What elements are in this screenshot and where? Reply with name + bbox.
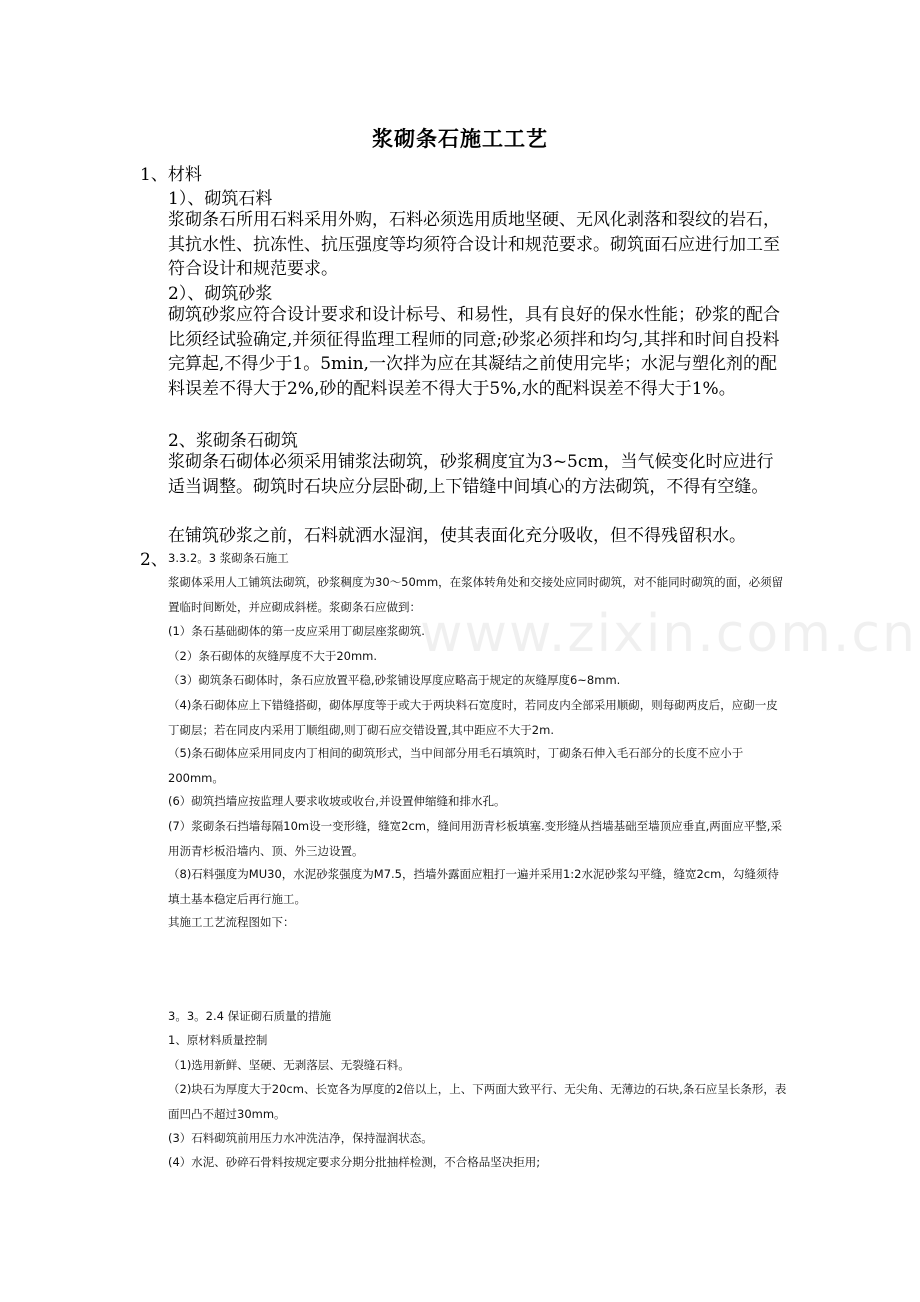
watermark: www.zixin.com.cn [420, 604, 917, 664]
paragraph-masonry: 浆砌条石砌体必须采用铺浆法砌筑，砂浆稠度宜为3~5cm，当气候变化时应进行适当调整。砌筑时石块应分层卧砌,上下错缝中间填心的方法砌筑，不得有空缝。 [168, 452, 774, 497]
list-item: (3）石料砌筑前用压力水冲洗洁净，保持湿润状态。 [168, 1131, 433, 1145]
list-item: (4）水泥、砂碎石骨料按规定要求分期分批抽样检测，不合格品坚决拒用; [168, 1155, 541, 1169]
section-1-heading: 1、材料 [140, 165, 202, 185]
section-2-number: 2、 [140, 550, 168, 570]
list-item: （3）砌筑条石砌体时，条石应放置平稳,砂浆铺设厚度应略高于规定的灰缝厚度6~8mm. [168, 673, 621, 687]
subsection-stone-heading: 1）、砌筑石料 [168, 189, 273, 209]
section-3-heading: 3。3。2.4 保证砌石质量的措施 [168, 1009, 332, 1023]
subsection-material-control: 1、原材料质量控制 [168, 1033, 268, 1047]
paragraph-stone: 浆砌条石所用石料采用外购，石料必须选用质地坚硬、无风化剥落和裂纹的岩石，其抗水性、抗冻性、抗压强度等均须符合设计和规范要求。砌筑面石应进行加工至符合设计和规范要求。 [168, 210, 780, 279]
list-item: (1）条石基础砌体的第一皮应采用丁砌层座浆砌筑. [168, 624, 425, 638]
paragraph-mortar: 砌筑砂浆应符合设计要求和设计标号、和易性，具有良好的保水性能；砂浆的配合比须经试验确定,并须征得监理工程师的同意;砂浆必须拌和均匀,其拌和时间自投料完算起,不得少于1。5min,一次拌为应在其凝结之前使用完毕；水泥与塑化剂的配料误差不得大于2%,砂的配料误差不得大于5%,水的配料误差不得大于1%。 [168, 305, 780, 399]
list-item: （2）条石砌体的灰缝厚度不大于20mm. [168, 649, 378, 663]
list-item: (6）砌筑挡墙应按监理人要求收坡或收台,并设置伸缩缝和排水孔。 [168, 794, 506, 808]
subsection-mortar-heading: 2）、砌筑砂浆 [168, 284, 273, 304]
paragraph-construction-intro: 浆砌体采用人工铺筑法砌筑，砂浆稠度为30～50mm，在浆体转角处和交接处应同时砌筑，对不能同时砌筑的面，必须留置临时间断处，并应砌成斜槎。浆砌条石应做到： [168, 575, 784, 614]
list-item: （2)块石为厚度大于20cm、长宽各为厚度的2倍以上，上、下两面大致平行、无尖角、无薄边的石块,条石应呈长条形，表面凹凸不超过30mm。 [168, 1082, 787, 1121]
document-title: 浆砌条石施工工艺 [372, 126, 548, 151]
list-item: （4)条石砌体应上下错缝搭砌，砌体厚度等于或大于两块料石宽度时，若同皮内全部采用顺砌，则每砌两皮后，应砌一皮丁砌层；若在同皮内采用丁顺组砌,则丁砌石应交错设置,其中距应不大于2m. [168, 698, 778, 737]
list-item: (7）浆砌条石挡墙每隔10m设一变形缝，缝宽2cm，缝间用沥青杉板填塞.变形缝从挡墙基础至墙顶应垂直,两面应平整,采用沥青杉板沿墙内、顶、外三边设置。 [168, 819, 782, 858]
flowchart-caption: 其施工工艺流程图如下： [168, 915, 295, 929]
paragraph-wetting: 在铺筑砂浆之前，石料就洒水湿润，使其表面化充分吸收，但不得残留积水。 [168, 526, 746, 546]
list-item: （8)石料强度为MU30，水泥砂浆强度为M7.5，挡墙外露面应粗打一遍并采用1:2水泥砂浆勾平缝，缝宽2cm，勾缝须待填土基本稳定后再行施工。 [168, 867, 779, 906]
subsection-masonry-heading: 2、浆砌条石砌筑 [168, 431, 298, 451]
section-2-heading: 3.3.2。3 浆砌条石施工 [168, 551, 289, 565]
list-item: （5)条石砌体应采用同皮内丁相间的砌筑形式，当中间部分用毛石填筑时，丁砌条石伸入毛石部分的长度不应小于200mm。 [168, 746, 744, 785]
list-item: （1)选用新鲜、坚硬、无剥落层、无裂缝石料。 [168, 1058, 410, 1072]
